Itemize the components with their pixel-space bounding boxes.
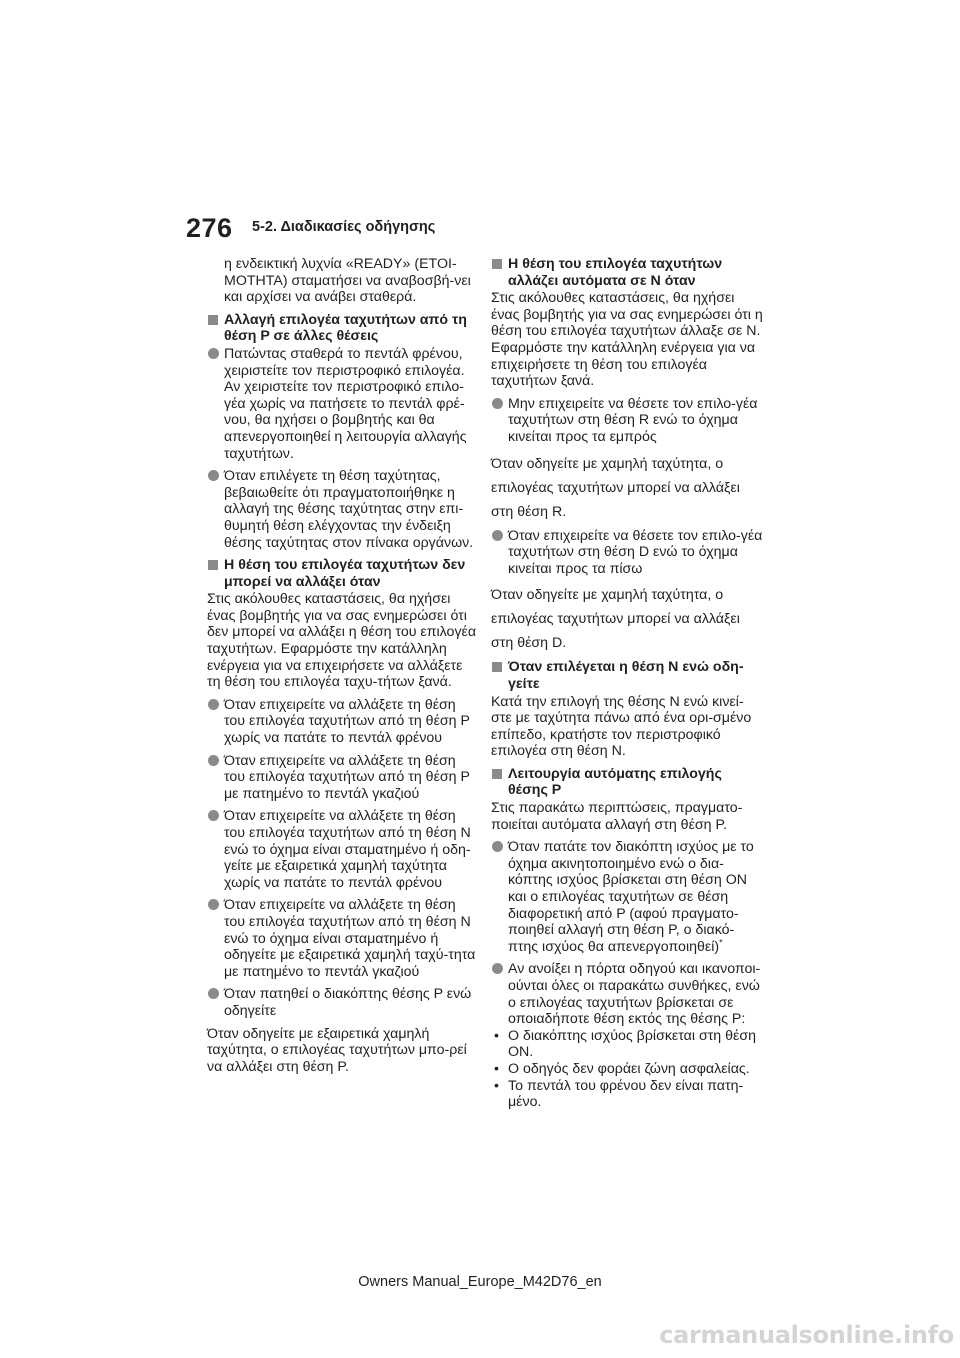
condition-item: • Ο οδηγός δεν φοράει ζώνη ασφαλείας.: [491, 1061, 763, 1078]
circle-bullet-icon: [208, 470, 219, 481]
square-bullet-icon: [492, 662, 502, 672]
list-item: [207, 346, 477, 462]
condition-item: • Το πεντάλ του φρένου δεν είναι πατη-μένο.: [491, 1078, 763, 1111]
intro-paragraph: η ενδεικτική λυχνία «READY» (ΕΤΟΙ-ΜΟΤΗΤΑ) σταματήσει να αναβοσβή-νει και αρχίσει να ανάβει σταθερά.: [224, 256, 471, 306]
list-item: [491, 961, 763, 1027]
list-item: [207, 468, 477, 551]
list-item-text: Αν ανοίξει η πόρτα οδηγού και ικανοποι-ούνται όλες οι παρακάτω συνθήκες, ενώ ο επιλογέας ταχυτήτων βρίσκεται σε οποιαδήποτε θέση εκτός της θέσης P:: [508, 961, 761, 1028]
list-item: [207, 808, 477, 891]
square-bullet-icon: [208, 315, 218, 325]
note-paragraph: Όταν οδηγείτε με χαμηλή ταχύτητα, ο επιλογέας ταχυτήτων μπορεί να αλλάξει στη θέση D.: [491, 587, 740, 652]
section-paragraph: Στις παρακάτω περιπτώσεις, πραγματο-ποιείται αυτόματα αλλαγή στη θέση P.: [491, 800, 743, 833]
section-heading: [207, 557, 477, 590]
circle-bullet-icon: [492, 841, 503, 852]
circle-bullet-icon: [208, 899, 219, 910]
square-bullet-icon: [492, 769, 502, 779]
left-column: [207, 256, 477, 1081]
list-item-text: Πατώντας σταθερά το πεντάλ φρένου, χειριστείτε τον περιστροφικό επιλογέα. Αν χειριστείτε τον περιστροφικό επιλο-γέα χωρίς να πατήσετε το πεντάλ φρέ-νου, θα ηχήσει ο βομβητής και θα απενεργοποιηθεί η λειτουργία αλλαγής ταχυτήτων.: [224, 345, 467, 462]
heading-text: Όταν επιλέγεται η θέση N ενώ οδη-γείτε: [508, 659, 744, 692]
section-heading: [491, 766, 763, 799]
circle-bullet-icon: [208, 755, 219, 766]
list-item-text: Όταν επιλέγετε τη θέση ταχύτητας, βεβαιωθείτε ότι πραγματοποιήθηκε η αλλαγή της θέσης ταχύτητας στην επι-θυμητή θέση ελέγχοντας την ένδειξη θέσης ταχύτητας στον πίνακα οργάνων.: [224, 468, 474, 551]
list-item-text: Όταν επιχειρείτε να αλλάξετε τη θέση του επιλογέα ταχυτήτων από τη θέση N ενώ το όχημα είναι σταματημένο ή οδη-γείτε με εξαιρετικά χαμηλή ταχύτητα χωρίς να πατάτε το πεντάλ φρένου: [224, 808, 471, 891]
list-item-text: Μην επιχειρείτε να θέσετε τον επιλο-γέα ταχυτήτων στη θέση R ενώ το όχημα κινείται προς τα εμπρός: [508, 395, 758, 445]
heading-text: Λειτουργία αυτόματης επιλογής θέσης P: [508, 765, 722, 799]
list-item-text: Όταν επιχειρείτε να αλλάξετε τη θέση του επιλογέα ταχυτήτων από τη θέση P χωρίς να πατάτε το πεντάλ φρένου: [224, 696, 470, 747]
list-item: [207, 897, 477, 980]
note-paragraph: Όταν οδηγείτε με χαμηλή ταχύτητα, ο επιλογέας ταχυτήτων μπορεί να αλλάξει στη θέση R.: [491, 455, 740, 520]
square-bullet-icon: [208, 560, 218, 570]
square-bullet-icon: [492, 259, 502, 269]
list-item-text: Όταν πατάτε τον διακόπτη ισχύος με το όχημα ακινητοποιημένο ενώ ο δια-κόπτης ισχύος βρίσκεται στη θέση ON και ο επιλογέας ταχυτήτων σε θέση διαφορετική από P (αφού πραγματο-ποιηθεί αλλαγή στη θέση P, ο διακό-πτης ισχύος θα απενεργοποιηθεί): [508, 839, 754, 955]
circle-bullet-icon: [492, 530, 503, 541]
footnote-marker: *: [719, 937, 723, 948]
section-heading: [207, 312, 477, 345]
page-number: 276: [186, 213, 233, 243]
list-item: [207, 986, 477, 1019]
condition-item: • Ο διακόπτης ισχύος βρίσκεται στη θέση ON.: [491, 1028, 763, 1061]
list-item: [207, 697, 477, 747]
list-item-text: Όταν πατηθεί ο διακόπτης θέσης P ενώ οδηγείτε: [224, 986, 472, 1019]
circle-bullet-icon: [208, 348, 219, 359]
list-item: [491, 528, 763, 578]
section-paragraph: Στις ακόλουθες καταστάσεις, θα ηχήσει ένας βομβητής για να σας ενημερώσει ότι δεν μπορεί να αλλάξει η θέση του επιλογέα ταχυτήτων. Εφαρμόστε την κατάλληλη ενέργεια για να επιχειρήσετε να αλλάξετε τη θέση του επιλογέα ταχυ-τήτων ξανά.: [207, 591, 477, 691]
list-item: [207, 753, 477, 803]
circle-bullet-icon: [208, 699, 219, 710]
section-heading: [491, 256, 763, 289]
section-paragraph: Κατά την επιλογή της θέσης N ενώ κινεί-στε με ταχύτητα πάνω από ένα ορι-σμένο επίπεδο, κρατήστε τον περιστροφικό επιλογέα στη θέση N.: [491, 693, 752, 760]
list-item-text: Όταν επιχειρείτε να αλλάξετε τη θέση του επιλογέα ταχυτήτων από τη θέση N ενώ το όχημα είναι σταματημένο ή οδηγείτε με εξαιρετικά χαμηλή ταχύ-τητα με πατημένο το πεντάλ γκαζιού: [224, 897, 476, 980]
right-column: [491, 256, 763, 1111]
conditions-list: [491, 1028, 763, 1111]
watermark-logo: carmanualsonline.info: [659, 1321, 954, 1349]
heading-text: Αλλαγή επιλογέα ταχυτήτων από τη θέση P σε άλλες θέσεις: [224, 311, 467, 345]
section-paragraph: Όταν οδηγείτε με εξαιρετικά χαμηλή ταχύτητα, ο επιλογέας ταχυτήτων μπο-ρεί να αλλάξει στη θέση P.: [207, 1025, 467, 1075]
list-item: [491, 396, 763, 446]
list-item-text: Όταν επιχειρείτε να θέσετε τον επιλο-γέα ταχυτήτων στη θέση D ενώ το όχημα κινείται προς τα πίσω: [508, 527, 763, 577]
circle-bullet-icon: [208, 810, 219, 821]
section-heading: [491, 659, 763, 692]
section-title: 5-2. Διαδικασίες οδήγησης: [252, 219, 436, 235]
page-footer: Owners Manual_Europe_M42D76_en: [358, 1274, 602, 1290]
circle-bullet-icon: [208, 988, 219, 999]
circle-bullet-icon: [492, 963, 503, 974]
circle-bullet-icon: [492, 398, 503, 409]
heading-text: Η θέση του επιλογέα ταχυτήτων δεν μπορεί να αλλάξει όταν: [224, 557, 466, 590]
list-item-text: Όταν επιχειρείτε να αλλάξετε τη θέση του επιλογέα ταχυτήτων από τη θέση P με πατημένο το πεντάλ γκαζιού: [224, 752, 470, 802]
heading-text: Η θέση του επιλογέα ταχυτήτων αλλάζει αυτόματα σε N όταν: [508, 256, 723, 289]
section-paragraph: Στις ακόλουθες καταστάσεις, θα ηχήσει ένας βομβητής για να σας ενημερώσει ότι η θέση του επιλογέα ταχυτήτων άλλαξε σε N. Εφαρμόστε την κατάλληλη ενέργεια για να επιχειρήσετε τη θέση του επιλογέα ταχυτήτων ξανά.: [491, 290, 763, 390]
list-item: [491, 839, 763, 955]
